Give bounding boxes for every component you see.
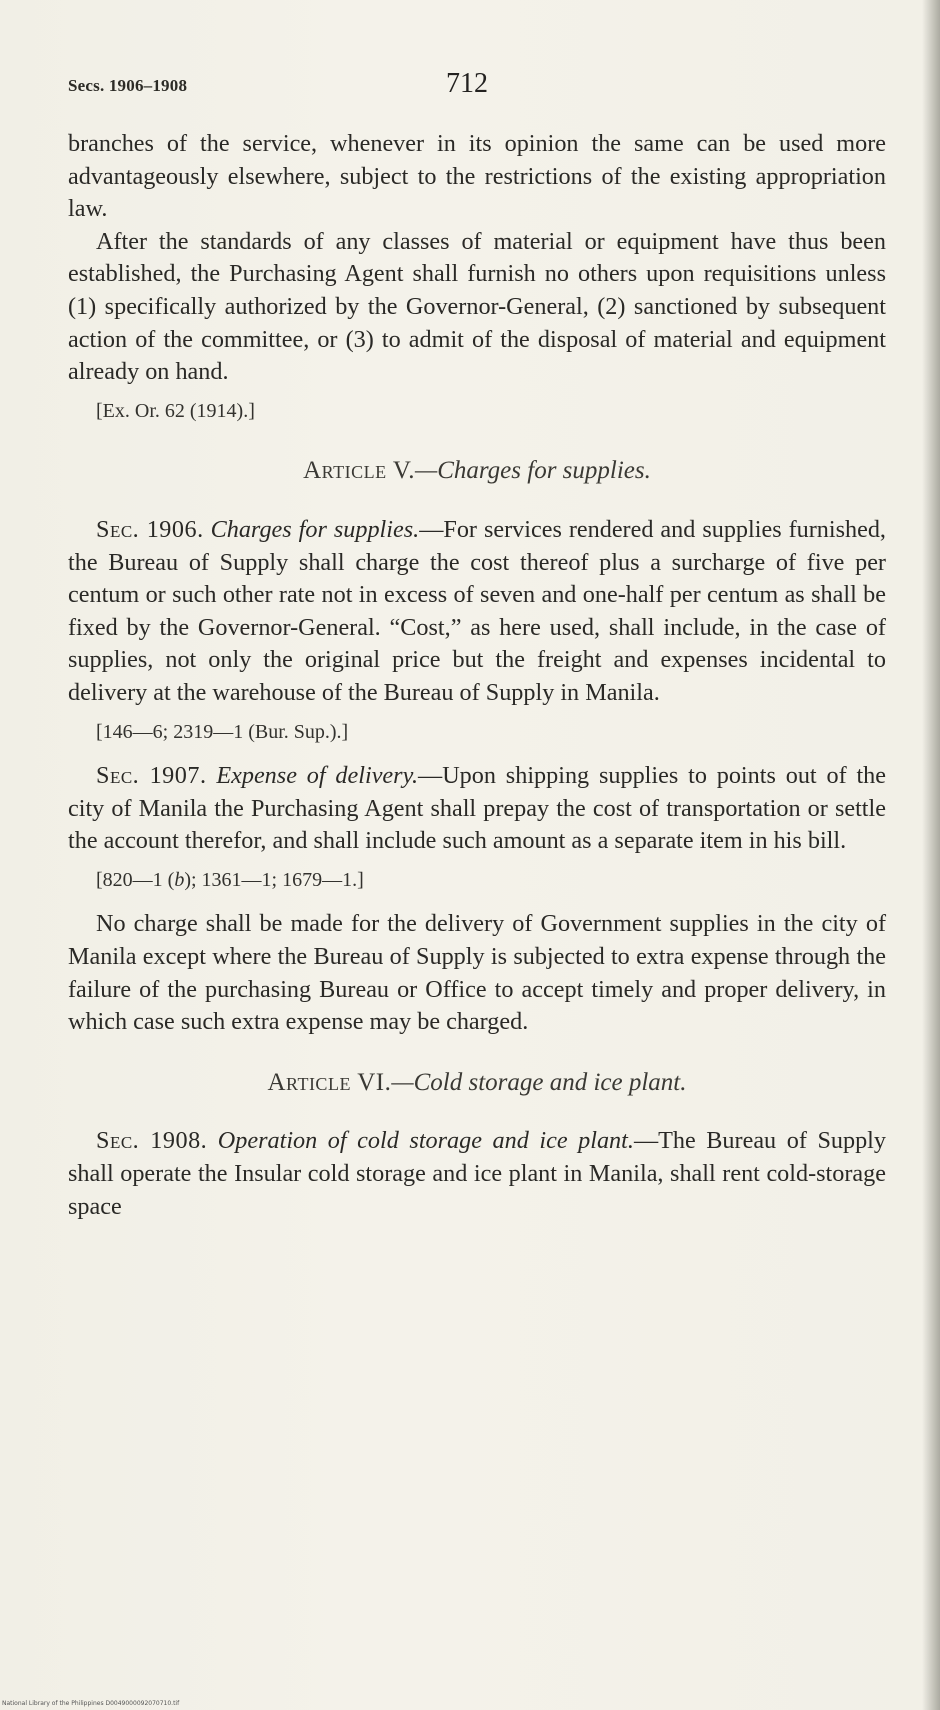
citation: [Ex. Or. 62 (1914).] xyxy=(96,399,255,422)
section-1908 xyxy=(68,1125,886,1223)
section-text: —For services rendered and supplies furnished, the Bureau of Supply shall charge the cost thereof plus a surcharge of five per centum or such other rate not in excess of seven and one-half per centum as shall be fixed by the Governor-General. “Cost,” as here used, shall include, in the case of supplies, not only the original price but the freight and expenses incidental to delivery at the warehouse of the Bureau of Supply in Manila. xyxy=(68,515,886,706)
page-number: 712 xyxy=(446,68,488,99)
section-title: Expense of delivery. xyxy=(216,762,419,790)
section-1907 xyxy=(68,760,886,858)
section-label: Sec. 1908. xyxy=(96,1127,208,1155)
article-title: —Charges for supplies. xyxy=(414,457,651,485)
article-label: Article V. xyxy=(303,457,415,485)
citation-part: [820—1 ( xyxy=(96,868,175,891)
section-label: Sec. 1906. xyxy=(96,515,204,543)
article-title: —Cold storage and ice plant. xyxy=(391,1068,687,1096)
page-header xyxy=(68,68,880,108)
article-label: Article VI. xyxy=(267,1068,392,1096)
article-heading-v xyxy=(68,455,886,488)
section-label: Sec. 1907. xyxy=(96,762,207,790)
paragraph-continuation: branches of the service, whenever in its opinion the same can be used more advantageously elsewhere, subject to the restrictions of the existing appropriation law. xyxy=(68,130,886,223)
paragraph-standards: After the standards of any classes of material or equipment have thus been established, the Purchasing Agent shall furnish no others upon requisitions unless (1) specifically authorized by the Governor-General, (2) sanctioned by subsequent action of the committee, or (3) to admit of the disposal of material and equipment already on hand. xyxy=(68,227,886,386)
section-text: —The Bureau of Supply shall operate the Insular cold storage and ice plant in Manila, shall rent cold-storage space xyxy=(68,1127,886,1220)
scan-footer-stamp: National Library of the Philippines D0049000092070710.tif xyxy=(2,1700,180,1707)
section-title: Operation of cold storage and ice plant. xyxy=(217,1127,634,1155)
article-heading-vi xyxy=(68,1067,886,1100)
page-body xyxy=(68,128,886,1223)
section-title: Charges for supplies. xyxy=(210,515,420,543)
citation-part: ); 1361—1; 1679—1.] xyxy=(184,868,364,891)
citation-part: b xyxy=(174,868,185,891)
section-text: —Upon shipping supplies to points out of the city of Manila the Purchasing Agent shall prepay the cost of transportation or settle the account therefor, and shall include such amount as a separate item in his bill. xyxy=(68,762,887,855)
section-1906 xyxy=(68,514,886,710)
paragraph-delivery-charge: No charge shall be made for the delivery of Government supplies in the city of Manila except where the Bureau of Supply is subjected to extra expense through the failure of the purchasing Bureau or Office to accept timely and proper delivery, in which case such extra expense may be charged. xyxy=(68,910,886,1036)
section-range: Secs. 1906–1908 xyxy=(68,76,188,95)
citation xyxy=(96,864,886,897)
citation: [146—6; 2319—1 (Bur. Sup.).] xyxy=(96,720,349,743)
